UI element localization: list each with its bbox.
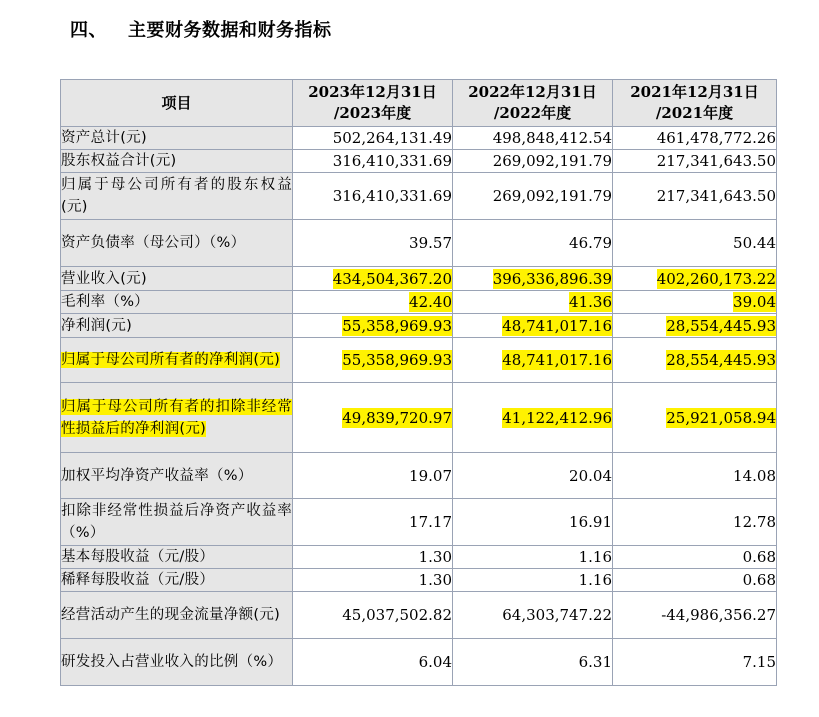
cell-value: 0.68: [613, 546, 777, 569]
cell-value: 50.44: [613, 220, 777, 267]
cell-value: 217,341,643.50: [613, 173, 777, 220]
cell-value: 217,341,643.50: [613, 150, 777, 173]
row-label: 加权平均净资产收益率（%）: [61, 453, 293, 499]
header-year-line2: /2021年度: [655, 104, 734, 122]
cell-value: 12.78: [613, 499, 777, 546]
cell-value: 16.91: [453, 499, 613, 546]
cell-value: [453, 291, 613, 314]
row-label: 扣除非经常性损益后净资产收益率（%）: [61, 499, 293, 546]
row-label: 经营活动产生的现金流量净额(元): [61, 592, 293, 639]
table-row-highlighted: [61, 314, 777, 338]
cell-value: 461,478,772.26: [613, 127, 777, 150]
row-label: 营业收入(元): [61, 267, 293, 291]
cell-value: 498,848,412.54: [453, 127, 613, 150]
row-label: 净利润(元): [61, 314, 293, 338]
header-item: 项目: [61, 80, 293, 127]
cell-value: [613, 314, 777, 338]
highlighted-value: 28,554,445.93: [666, 316, 776, 335]
cell-value: [293, 291, 453, 314]
highlighted-value: 41,122,412.96: [502, 408, 612, 427]
cell-value: [293, 267, 453, 291]
highlighted-label: 归属于母公司所有者的净利润(元): [61, 352, 281, 368]
table-row: [61, 127, 777, 150]
section-heading: [70, 16, 332, 42]
header-year-2023: [293, 80, 453, 127]
header-year-2021: [613, 80, 777, 127]
cell-value: 17.17: [293, 499, 453, 546]
cell-value: 1.16: [453, 569, 613, 592]
row-label: 资产负债率（母公司）（%）: [61, 220, 293, 267]
row-label: [61, 383, 293, 453]
header-year-2022: [453, 80, 613, 127]
cell-value: -44,986,356.27: [613, 592, 777, 639]
table-row: [61, 150, 777, 173]
row-label: 稀释每股收益（元/股）: [61, 569, 293, 592]
cell-value: 14.08: [613, 453, 777, 499]
row-label: [61, 338, 293, 383]
row-label: 股东权益合计(元): [61, 150, 293, 173]
header-year-line2: /2022年度: [493, 104, 572, 122]
highlighted-value: 48,741,017.16: [502, 316, 612, 335]
cell-value: 45,037,502.82: [293, 592, 453, 639]
highlighted-value: 434,504,367.20: [332, 269, 452, 288]
highlighted-value: 55,358,969.93: [342, 351, 452, 369]
section-number: 四、: [70, 20, 107, 41]
table-row-highlighted: [61, 267, 777, 291]
cell-value: [293, 338, 453, 383]
table-row-highlighted: [61, 291, 777, 314]
table-row-highlighted: [61, 383, 777, 453]
highlighted-value: 49,839,720.97: [342, 408, 452, 427]
highlighted-value: 48,741,017.16: [502, 351, 612, 369]
section-title: 主要财务数据和财务指标: [128, 20, 332, 41]
cell-value: 6.31: [453, 639, 613, 686]
table-row: [61, 592, 777, 639]
cell-value: [613, 267, 777, 291]
highlighted-value: 402,260,173.22: [656, 269, 776, 288]
cell-value: 316,410,331.69: [293, 150, 453, 173]
row-label: 资产总计(元): [61, 127, 293, 150]
cell-value: [613, 338, 777, 383]
header-row: [61, 80, 777, 127]
highlighted-value: 39.04: [733, 293, 776, 311]
cell-value: 20.04: [453, 453, 613, 499]
table-row: [61, 220, 777, 267]
cell-value: 19.07: [293, 453, 453, 499]
cell-value: 1.30: [293, 569, 453, 592]
highlighted-value: 55,358,969.93: [342, 316, 452, 335]
cell-value: 502,264,131.49: [293, 127, 453, 150]
cell-value: 1.30: [293, 546, 453, 569]
cell-value: 269,092,191.79: [453, 173, 613, 220]
table-row: [61, 173, 777, 220]
table-row: [61, 499, 777, 546]
header-year-line1: 2023年12月31日: [308, 83, 437, 101]
cell-value: [453, 383, 613, 453]
cell-value: 64,303,747.22: [453, 592, 613, 639]
cell-value: 316,410,331.69: [293, 173, 453, 220]
table-row: [61, 546, 777, 569]
header-year-line2: /2023年度: [333, 104, 412, 122]
cell-value: [613, 291, 777, 314]
cell-value: 0.68: [613, 569, 777, 592]
row-label: 毛利率（%）: [61, 291, 293, 314]
cell-value: [613, 383, 777, 453]
cell-value: 269,092,191.79: [453, 150, 613, 173]
highlighted-value: 41.36: [569, 293, 612, 311]
cell-value: [293, 383, 453, 453]
cell-value: 46.79: [453, 220, 613, 267]
cell-value: [453, 314, 613, 338]
row-label: 研发投入占营业收入的比例（%）: [61, 639, 293, 686]
highlighted-value: 42.40: [409, 293, 452, 311]
header-year-line1: 2021年12月31日: [630, 83, 759, 101]
financial-data-table: [60, 79, 777, 686]
cell-value: 1.16: [453, 546, 613, 569]
table-row: [61, 569, 777, 592]
cell-value: [293, 314, 453, 338]
table-row: [61, 453, 777, 499]
row-label: 归属于母公司所有者的股东权益(元): [61, 173, 293, 220]
row-label: 基本每股收益（元/股）: [61, 546, 293, 569]
header-year-line1: 2022年12月31日: [468, 83, 597, 101]
highlighted-label: 归属于母公司所有者的扣除非经常性损益后的净利润(元): [61, 398, 292, 437]
cell-value: 39.57: [293, 220, 453, 267]
cell-value: 7.15: [613, 639, 777, 686]
highlighted-value: 396,336,896.39: [492, 269, 612, 288]
table-row-highlighted: [61, 338, 777, 383]
cell-value: [453, 267, 613, 291]
highlighted-value: 25,921,058.94: [666, 408, 776, 427]
cell-value: 6.04: [293, 639, 453, 686]
cell-value: [453, 338, 613, 383]
highlighted-value: 28,554,445.93: [666, 351, 776, 369]
table-row: [61, 639, 777, 686]
